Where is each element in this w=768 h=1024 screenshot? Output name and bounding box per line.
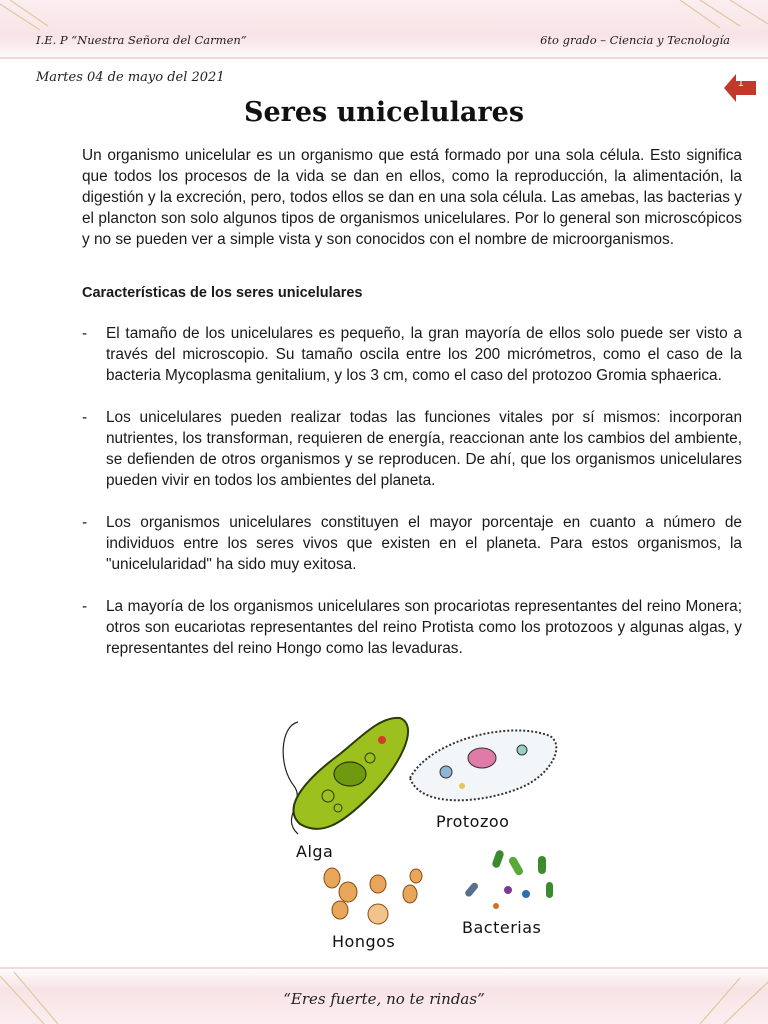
- main-content: [82, 145, 742, 680]
- decorative-stripes: [0, 0, 768, 62]
- list-item: - Los unicelulares pueden realizar todas las funciones vitales por sí mismos: incorporan nutrientes, los transforman, requieren de energía, reaccionan ante los cambios del ambiente, se defienden de otros organismos y se reproducen. De ahí, que los organismos unicelulares pueden vivir en todos los ambientes del planeta.: [82, 407, 742, 491]
- list-item: - La mayoría de los organismos unicelulares son procariotas representantes del reino Monera; otros son eucariotas representantes del reino Protista como los protozoos y algunas algas, y representantes del reino Hongo como las levaduras.: [82, 596, 742, 659]
- lesson-date: Martes 04 de mayo del 2021: [36, 70, 225, 85]
- header-decorative-band: [0, 0, 768, 62]
- label-protozoo: Protozoo: [436, 812, 510, 831]
- intro-paragraph: Un organismo unicelular es un organismo que está formado por una sola célula. Esto significa que todos los procesos de la vida se dan en ellos, como la reproducción, la alimentación, la digestión y la excreción, pero, todos ellos se dan en una sola célula. Las amebas, las bacterias y el plancton son solo algunos tipos de organismos unicelulares. Por lo general son microscópicos y no se pueden ver a simple vista y son conocidos con el nombre de microorganismos.: [82, 147, 742, 248]
- alga-drawing: [283, 718, 408, 834]
- school-name: I.E. P “Nuestra Señora del Carmen”: [36, 33, 247, 47]
- characteristics-list: [82, 323, 742, 659]
- list-item: - El tamaño de los unicelulares es pequeño, la gran mayoría de ellos solo puede ser visto a través del microscopio. Su tamaño oscila entre los 200 micrómetros, como el caso de la bacteria Mycoplasma genitalium, y los 3 cm, como el caso del protozoo Gromia sphaerica.: [82, 323, 742, 386]
- section-subtitle: Características de los seres unicelulares: [82, 285, 363, 301]
- footer-quote: “Eres fuerte, no te rindas”: [283, 990, 485, 1008]
- microorganisms-illustration: [250, 706, 570, 962]
- list-item: - Los organismos unicelulares constituyen el mayor porcentaje en cuanto a número de individuos entre los seres vivos que existen en el planeta. Para estos organismos, la "unicelularidad" ha sido muy exitosa.: [82, 512, 742, 575]
- page-title: Seres unicelulares: [243, 97, 525, 128]
- protozoo-drawing: [410, 730, 556, 800]
- hongos-drawing: [324, 868, 422, 924]
- page-number: 1: [738, 78, 744, 89]
- bacterias-drawing: [464, 849, 553, 909]
- label-alga: Alga: [296, 842, 334, 861]
- label-bacterias: Bacterias: [462, 918, 542, 937]
- grade-subject: 6to grado – Ciencia y Tecnología: [540, 33, 730, 47]
- label-hongos: Hongos: [332, 932, 396, 951]
